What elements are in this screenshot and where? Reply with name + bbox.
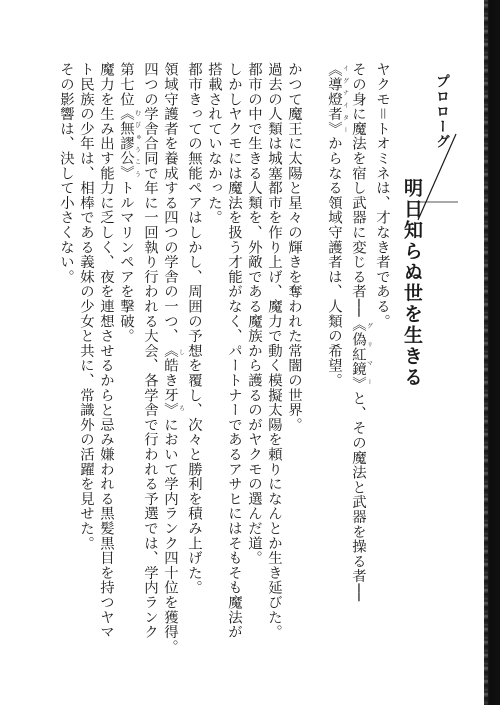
page-edge-strip	[484, 0, 500, 705]
text-run: 魔力を生み出す能力に乏しく、夜を連想させるからと忌み嫌われる黒髪黒目を持つヤマ	[98, 62, 114, 640]
chapter-kind-label: プロローグ	[434, 74, 450, 149]
text-run: ト民族の少年は、相棒である義妹の少女と共に、常識外の活躍を見せた。	[78, 62, 94, 551]
paragraph	[372, 62, 392, 652]
text-run: 四つの学舎合同で年に一回執り行われる大会、各学舎で行われる予選では、学内ランク	[142, 62, 158, 640]
text-run: その影響は、決して小さくない。	[58, 62, 74, 284]
paragraph	[284, 62, 304, 652]
ruby-reading: イグナイター	[341, 62, 349, 136]
text-run: 都市の中で生きる人類を、外敵である魔族から護るのがヤクモの選んだ道。	[246, 62, 262, 566]
text-run: 搭載されていなかった。	[206, 62, 222, 225]
ruby-term	[350, 316, 373, 391]
ruby-base: 《偽紅鏡》	[350, 316, 366, 391]
text-run: 第七位	[118, 62, 134, 107]
ruby-reading: グリマー	[365, 316, 373, 391]
ruby-term	[326, 62, 349, 136]
paragraph	[116, 62, 140, 652]
paragraph	[160, 62, 185, 655]
ruby-reading: むびゅうこう	[133, 106, 141, 181]
text-run: 都市きっての無能ペアはしかし、周囲の予想を覆し、次々と勝利を積み上げた。	[186, 62, 202, 595]
paragraph	[264, 62, 284, 652]
text-run: トルマリンペアを撃破。	[118, 180, 134, 344]
ruby-term	[118, 106, 141, 181]
text-run: において学内ランク四十位を獲得。	[162, 417, 178, 655]
paragraph	[56, 62, 76, 652]
ruby-term	[162, 343, 185, 418]
text-run: からなる領域守護者は、人類の希望。	[326, 136, 342, 388]
paragraph	[76, 62, 96, 652]
ruby-base: 《無謬公》	[118, 106, 134, 181]
paragraph	[324, 62, 348, 652]
paragraph	[140, 62, 160, 652]
ruby-base: 《導燈者》	[326, 62, 342, 136]
text-run: と、その魔法と武器を操る者──	[350, 390, 366, 602]
paragraph	[184, 62, 204, 652]
text-run: ヤクモ＝トオミネは、才なき者である。	[374, 62, 390, 329]
text-run: 過去の人類は城塞都市を作り上げ、魔力で動く模擬太陽を頼りになんとか生き延びた。	[266, 62, 282, 640]
ruby-reading: しろ	[177, 343, 185, 418]
paragraph	[204, 62, 224, 652]
chapter-title: 明日知らぬ世を生きる	[401, 178, 423, 388]
paragraph	[244, 62, 264, 652]
paragraph	[348, 62, 372, 652]
text-run: しかしヤクモには魔法を扱う才能がなく、パートナーであるアサヒにはそもそも魔法が	[226, 62, 242, 640]
text-run: かつて魔王に太陽と星々の輝きを奪われた常闇の世界。	[286, 62, 302, 432]
paragraph	[96, 62, 116, 652]
text-run: その身に魔法を宿し武器に変じる者──	[350, 62, 366, 317]
paragraph	[224, 62, 244, 652]
body-text	[56, 62, 392, 655]
text-run: 領域守護者を養成する四つの学舎の一つ、	[162, 62, 178, 344]
ruby-base: 《皓き牙》	[162, 343, 178, 418]
